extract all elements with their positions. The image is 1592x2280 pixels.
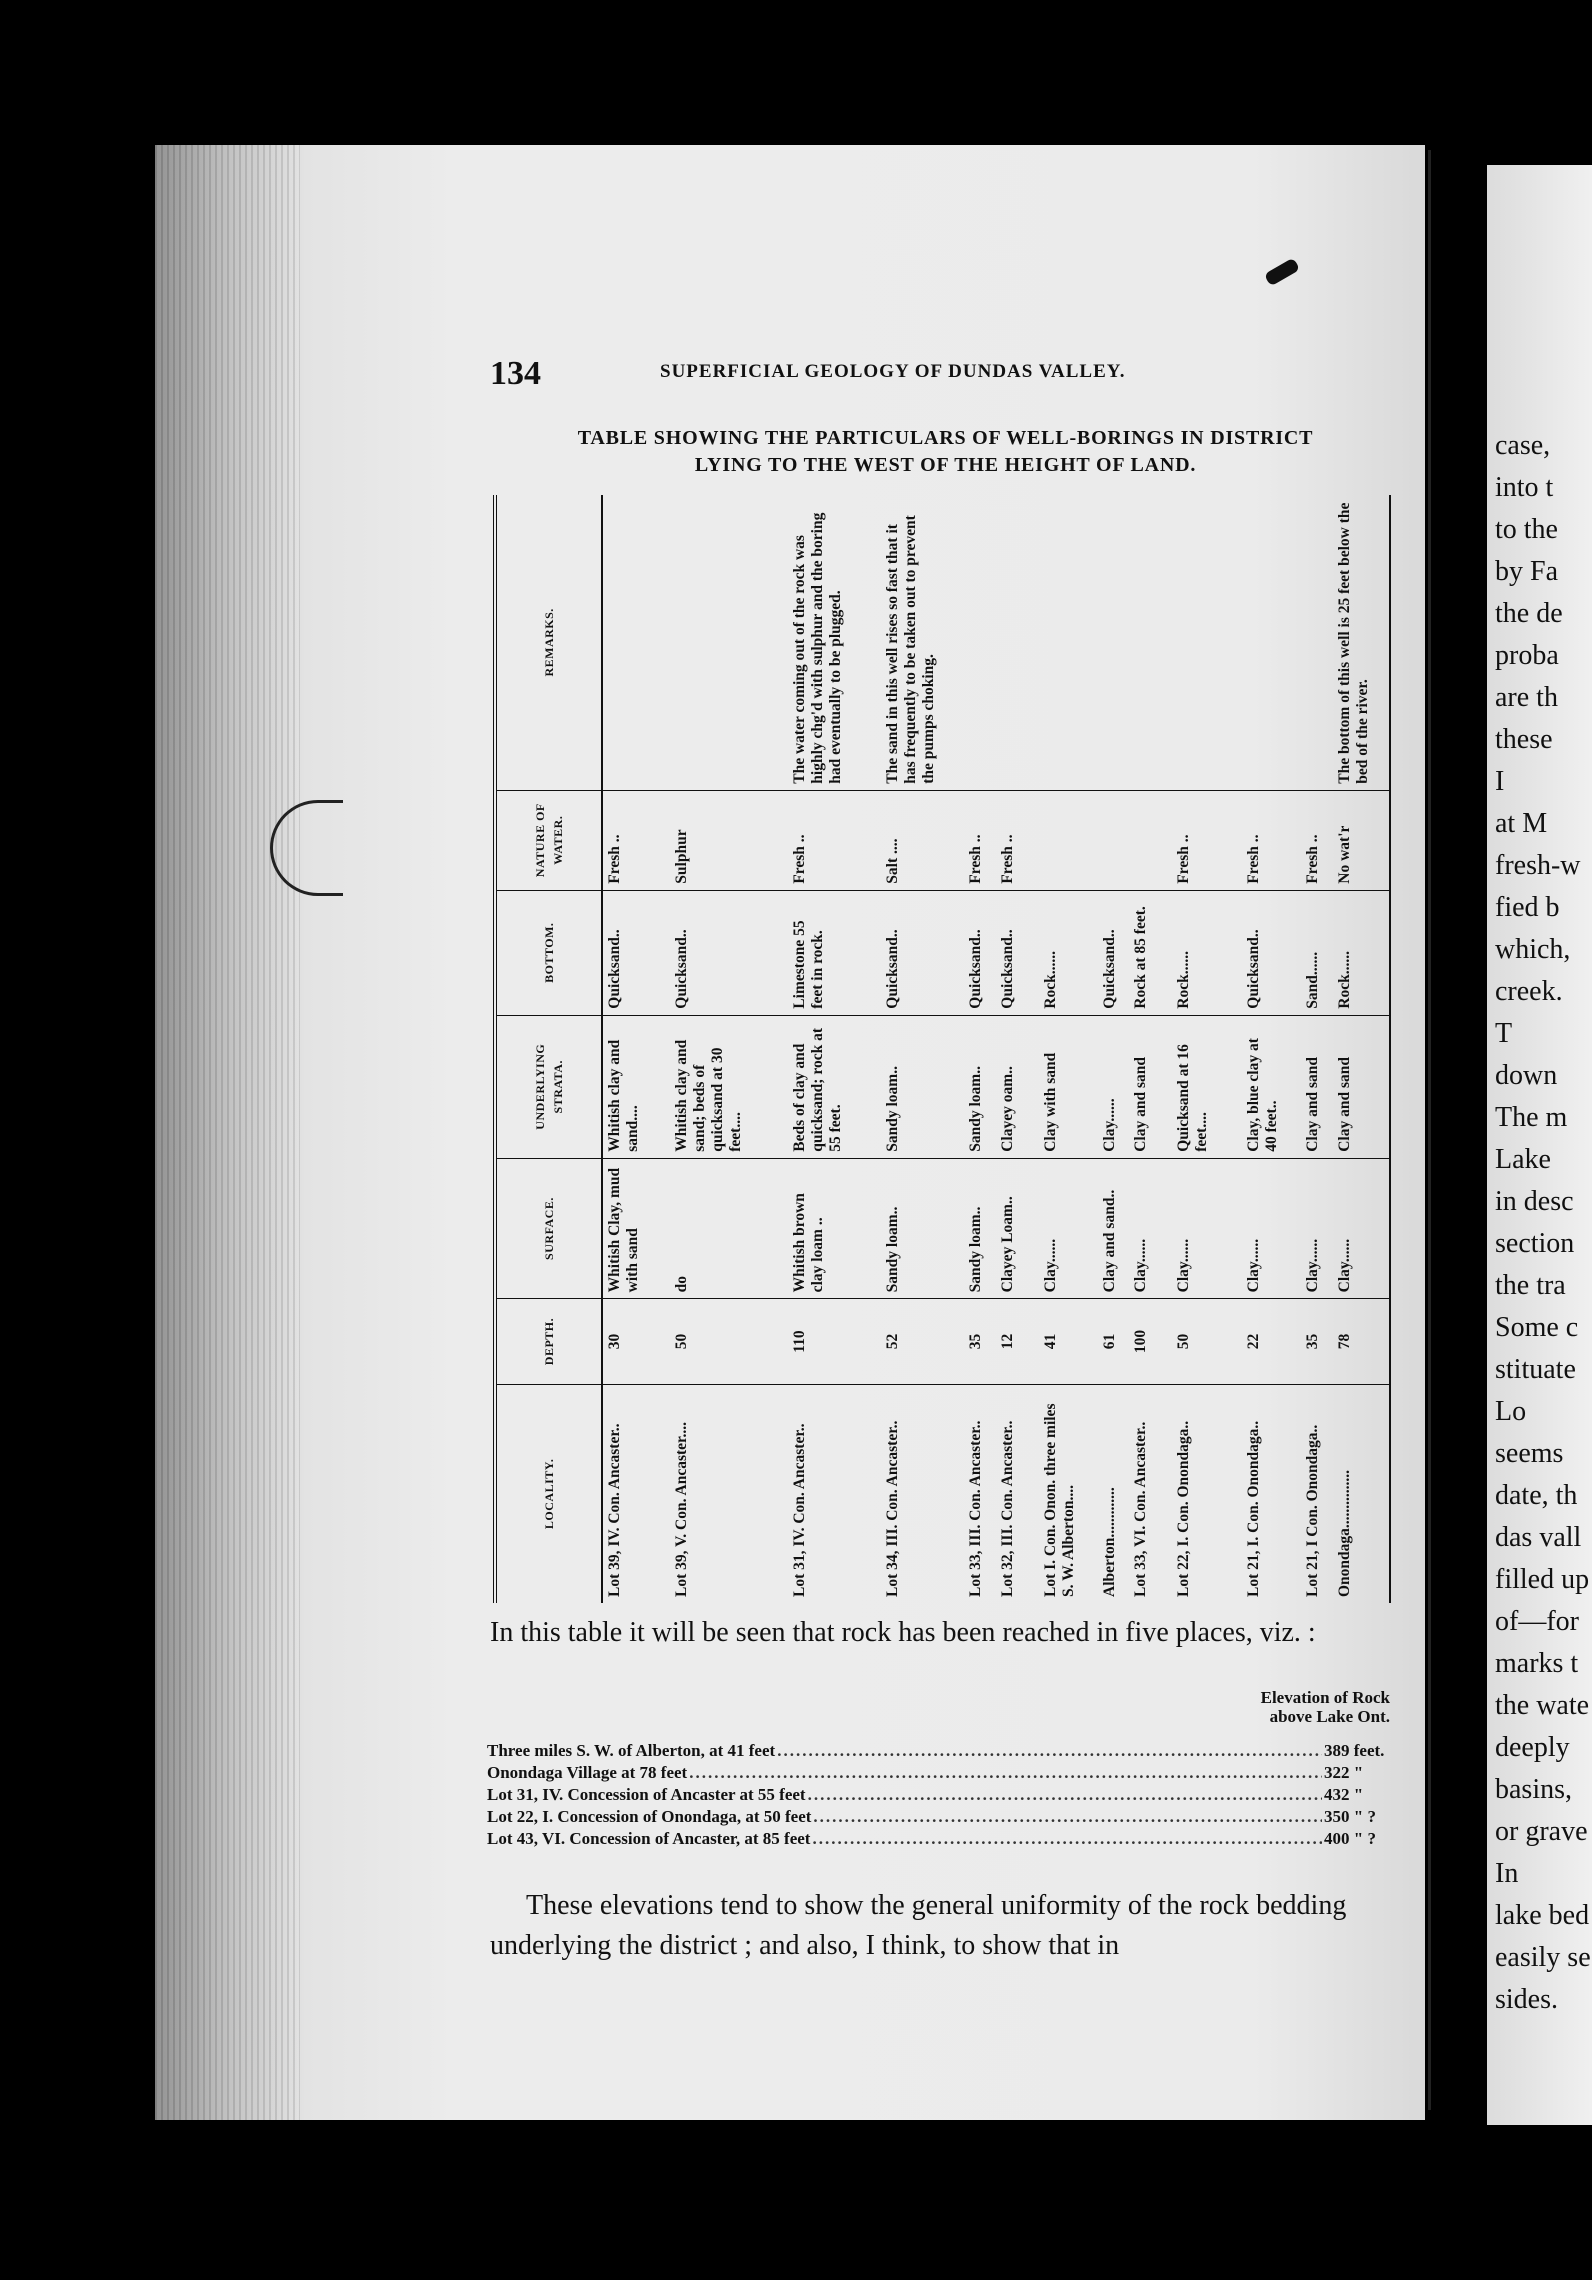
elevation-value: 322 " (1324, 1763, 1364, 1782)
locality-cell: Lot 32, III. Con. Ancaster.. (996, 1384, 1028, 1603)
strata-cell: Clay, blue clay at 40 feet.. (1231, 1015, 1301, 1158)
elevation-location: Three miles S. W. of Alberton, at 41 feet (487, 1741, 776, 1760)
surface-cell: Clay...... (1129, 1158, 1161, 1299)
elevation-value: 400 " ? (1324, 1829, 1376, 1848)
locality-cell: Alberton............. (1098, 1384, 1130, 1603)
depth-cell: 61 (1098, 1299, 1130, 1384)
depth-cell: 35 (1301, 1299, 1333, 1384)
facing-page-line: In (1495, 1858, 1519, 1889)
table-row (659, 495, 777, 1603)
table-row (1028, 495, 1098, 1603)
bottom-cell: Limestone 55 feet in rock. (777, 890, 871, 1015)
facing-page-line: seems (1495, 1438, 1564, 1469)
facing-page-line: Some c (1495, 1312, 1579, 1343)
remarks-cell (659, 495, 777, 790)
table-row (964, 495, 996, 1603)
locality-cell: Lot 39, V. Con. Ancaster.... (659, 1384, 777, 1603)
facing-page-line: T (1495, 1018, 1513, 1049)
dot-leader (813, 1806, 1322, 1828)
water-cell (1129, 790, 1161, 890)
facing-page-line: the wate (1495, 1690, 1590, 1721)
elevation-location: Onondaga Village at 78 feet (487, 1763, 688, 1782)
strata-cell: Clayey oam.. (996, 1015, 1028, 1158)
table-title-line2: LYING TO THE WEST OF THE HEIGHT OF LAND. (694, 454, 1197, 476)
facing-page-line: sides. (1495, 1984, 1558, 2015)
table-row (1301, 495, 1333, 1603)
surface-cell: Clay...... (1231, 1158, 1301, 1299)
facing-page-line: in desc (1495, 1186, 1574, 1217)
water-cell: Fresh .. (1301, 790, 1333, 890)
depth-cell: 41 (1028, 1299, 1098, 1384)
elevation-value: 432 " (1324, 1785, 1364, 1804)
remarks-cell (1161, 495, 1231, 790)
facing-page-line: Lake (1495, 1144, 1551, 1175)
strata-cell: Whitish clay and sand.... (602, 1015, 659, 1158)
depth-cell: 52 (870, 1299, 964, 1384)
elevation-row (487, 1784, 1392, 1806)
table-row (870, 495, 964, 1603)
locality-cell: Lot 21, I. Con. Onondaga.. (1231, 1384, 1301, 1603)
facing-page-line: into t (1495, 472, 1554, 503)
strata-cell: Clay and sand (1301, 1015, 1333, 1158)
header-surface: SURFACE. (495, 1158, 602, 1299)
table-body (602, 495, 1390, 1603)
remarks-cell (1098, 495, 1130, 790)
elevation-row (487, 1740, 1392, 1762)
facing-page-line: are th (1495, 682, 1558, 713)
facing-page-line: these (1495, 724, 1553, 755)
header-strata: UNDERLYING STRATA. (495, 1015, 602, 1158)
remarks-cell (602, 495, 659, 790)
elevation-header-line2: above Lake Ont. (1269, 1707, 1390, 1726)
locality-cell: Lot 22, I. Con. Onondaga.. (1161, 1384, 1231, 1603)
surface-cell: Sandy loam.. (870, 1158, 964, 1299)
facing-page-text (1495, 425, 1591, 2021)
elevation-row (487, 1828, 1392, 1850)
facing-page-line: by Fa (1495, 556, 1558, 587)
table-header-row (495, 495, 602, 1603)
facing-page-line: The m (1495, 1102, 1568, 1133)
surface-cell: Clay...... (1161, 1158, 1231, 1299)
bottom-cell: Rock...... (1161, 890, 1231, 1015)
remarks-cell: The sand in this well rises so fast that it has frequently to be taken out to prevent the pumps choking. (884, 515, 938, 784)
water-cell: Fresh .. (1231, 790, 1301, 890)
header-water: NATURE OF WATER. (495, 790, 602, 890)
locality-cell: Lot I. Con. Onon. three miles S. W. Alberton.... (1028, 1384, 1098, 1603)
water-cell: Sulphur (659, 790, 777, 890)
depth-cell: 35 (964, 1299, 996, 1384)
elevation-row (487, 1762, 1392, 1784)
dot-leader (689, 1762, 1322, 1784)
strata-cell: Clay and sand (1333, 1015, 1390, 1158)
bottom-cell: Rock...... (1028, 890, 1098, 1015)
paragraph-conclusion: These elevations tend to show the general uniformity of the rock bedding underlying the district ; and also, I think, to show that in (490, 1890, 1347, 1961)
elevation-location: Lot 43, VI. Concession of Ancaster, at 85 feet (487, 1829, 811, 1848)
facing-page-line: fresh-w (1495, 850, 1581, 881)
table-title-line1: TABLE SHOWING THE PARTICULARS OF WELL-BORINGS IN DISTRICT (577, 427, 1314, 449)
facing-page-line: lake bed (1495, 1900, 1590, 1931)
facing-page-line: the de (1495, 598, 1563, 629)
remarks-cell: The water coming out of the rock was highly chg'd with sulphur and the boring had eventually to be plugged. (790, 512, 844, 784)
strata-cell: Quicksand at 16 feet.... (1161, 1015, 1231, 1158)
facing-page-line: of—for (1495, 1606, 1579, 1637)
surface-cell: Clayey Loam.. (996, 1158, 1028, 1299)
remarks-cell (1231, 495, 1301, 790)
elevation-row (487, 1806, 1392, 1828)
remarks-cell (1301, 495, 1333, 790)
header-locality: LOCALITY. (495, 1384, 602, 1603)
bottom-cell: Rock...... (1333, 890, 1390, 1015)
bottom-cell: Sand...... (1301, 890, 1333, 1015)
depth-cell: 78 (1333, 1299, 1390, 1384)
elevation-location: Lot 22, I. Concession of Onondaga, at 50 feet (487, 1807, 812, 1826)
facing-page-line: Lo (1495, 1396, 1527, 1427)
remarks-cell (1129, 495, 1161, 790)
bottom-cell: Quicksand.. (964, 890, 996, 1015)
dot-leader (777, 1740, 1322, 1762)
water-cell: Fresh .. (1161, 790, 1231, 890)
remarks-cell (964, 495, 996, 790)
elevation-value: 389 feet. (1324, 1741, 1385, 1760)
book-gutter (155, 145, 300, 2120)
facing-page-line: the tra (1495, 1270, 1566, 1301)
surface-cell: Sandy loam.. (964, 1158, 996, 1299)
bottom-cell: Rock at 85 feet. (1129, 890, 1161, 1015)
facing-page-line: proba (1495, 640, 1559, 671)
strata-cell: Clay and sand (1129, 1015, 1161, 1158)
depth-cell: 12 (996, 1299, 1028, 1384)
depth-cell: 110 (777, 1299, 871, 1384)
water-cell: Salt .... (870, 790, 964, 890)
water-cell: Fresh .. (777, 790, 871, 890)
bottom-cell: Quicksand.. (996, 890, 1028, 1015)
bottom-cell: Quicksand.. (602, 890, 659, 1015)
remarks-cell (996, 495, 1028, 790)
well-borings-table (493, 495, 1391, 1603)
table-row (1161, 495, 1231, 1603)
table-row (602, 495, 659, 1603)
dot-leader (812, 1828, 1322, 1850)
surface-cell: Clay...... (1028, 1158, 1098, 1299)
table-row (1231, 495, 1301, 1603)
facing-page-line: deeply (1495, 1732, 1570, 1763)
running-title: SUPERFICIAL GEOLOGY OF DUNDAS VALLEY. (660, 361, 1126, 382)
strata-cell: Sandy loam.. (870, 1015, 964, 1158)
facing-page-line: to the (1495, 514, 1558, 545)
surface-cell: Clay and sand.. (1098, 1158, 1130, 1299)
water-cell: Fresh .. (996, 790, 1028, 890)
surface-cell: Clay...... (1333, 1158, 1390, 1299)
strata-cell: Clay...... (1098, 1015, 1130, 1158)
facing-page-line: down (1495, 1060, 1558, 1091)
water-cell: Fresh .. (602, 790, 659, 890)
facing-page-line: das vall (1495, 1522, 1582, 1553)
facing-page-line: I (1495, 766, 1505, 797)
depth-cell: 50 (659, 1299, 777, 1384)
remarks-cell (1028, 495, 1098, 790)
depth-cell: 50 (1161, 1299, 1231, 1384)
facing-page-line: easily se (1495, 1942, 1591, 1973)
elevation-list (487, 1740, 1392, 1850)
facing-page-line: marks t (1495, 1648, 1579, 1679)
facing-page-line: which, (1495, 934, 1571, 965)
facing-page-line: fied b (1495, 892, 1560, 923)
bottom-cell: Quicksand.. (870, 890, 964, 1015)
table-row (1098, 495, 1130, 1603)
locality-cell: Lot 33, VI. Con. Ancaster.. (1129, 1384, 1161, 1603)
water-cell: Fresh .. (964, 790, 996, 890)
locality-cell: Lot 39, IV. Con. Ancaster.. (602, 1384, 659, 1603)
facing-page-line: basins, (1495, 1774, 1572, 1805)
facing-page-line: case, (1495, 430, 1551, 461)
facing-page-line: date, th (1495, 1480, 1578, 1511)
strata-cell: Sandy loam.. (964, 1015, 996, 1158)
page-number: 134 (490, 355, 541, 392)
remarks-cell: The bottom of this well is 25 feet below the bed of the river. (1336, 502, 1371, 784)
table-row (996, 495, 1028, 1603)
bottom-cell: Quicksand.. (1231, 890, 1301, 1015)
header-bottom: BOTTOM. (495, 890, 602, 1015)
strata-cell: Whitish clay and sand; beds of quicksand at 30 feet.... (659, 1015, 777, 1158)
header-remarks: REMARKS. (495, 495, 602, 790)
surface-cell: Clay...... (1301, 1158, 1333, 1299)
strata-cell: Beds of clay and quicksand; rock at 55 feet. (777, 1015, 871, 1158)
elevation-value: 350 " ? (1324, 1807, 1376, 1826)
bottom-cell: Quicksand.. (659, 890, 777, 1015)
water-cell (1098, 790, 1130, 890)
paragraph-intro: In this table it will be seen that rock has been reached in five places, viz. : (490, 1617, 1316, 1648)
facing-page (1487, 165, 1592, 2125)
facing-page-line: stituate (1495, 1354, 1576, 1385)
table-title (488, 425, 1403, 479)
water-cell (1028, 790, 1098, 890)
facing-page-line: section (1495, 1228, 1575, 1259)
elevation-header-line1: Elevation of Rock (1260, 1688, 1390, 1707)
strata-cell: Clay with sand (1028, 1015, 1098, 1158)
depth-cell: 30 (602, 1299, 659, 1384)
facing-page-line: filled up (1495, 1564, 1590, 1595)
locality-cell: Lot 33, III. Con. Ancaster.. (964, 1384, 996, 1603)
surface-cell: Whitish Clay, mud with sand (602, 1158, 659, 1299)
depth-cell: 22 (1231, 1299, 1301, 1384)
table-row (1333, 495, 1390, 1603)
facing-page-line: or grave (1495, 1816, 1588, 1847)
header-depth: DEPTH. (495, 1299, 602, 1384)
rotated-table (493, 495, 1391, 1603)
locality-cell: Lot 34, III. Con. Ancaster.. (870, 1384, 964, 1603)
table-row (777, 495, 871, 1603)
facing-page-line: creek. (1495, 976, 1563, 1007)
facing-page-line: at M (1495, 808, 1548, 839)
bottom-cell: Quicksand.. (1098, 890, 1130, 1015)
surface-cell: Whitish brown clay loam .. (777, 1158, 871, 1299)
elevation-location: Lot 31, IV. Concession of Ancaster at 55 feet (487, 1785, 806, 1804)
rotated-table-frame (493, 495, 1391, 1603)
water-cell: No wat'r (1333, 790, 1390, 890)
dot-leader (808, 1784, 1322, 1806)
locality-cell: Lot 31, IV. Con. Ancaster.. (777, 1384, 871, 1603)
elevation-header (1180, 1688, 1390, 1726)
depth-cell: 100 (1129, 1299, 1161, 1384)
locality-cell: Lot 21, I Con. Onondaga.. (1301, 1384, 1333, 1603)
locality-cell: Onondaga............... (1333, 1384, 1390, 1603)
table-row (1129, 495, 1161, 1603)
surface-cell: do (659, 1158, 777, 1299)
page-edge (1428, 150, 1431, 2110)
